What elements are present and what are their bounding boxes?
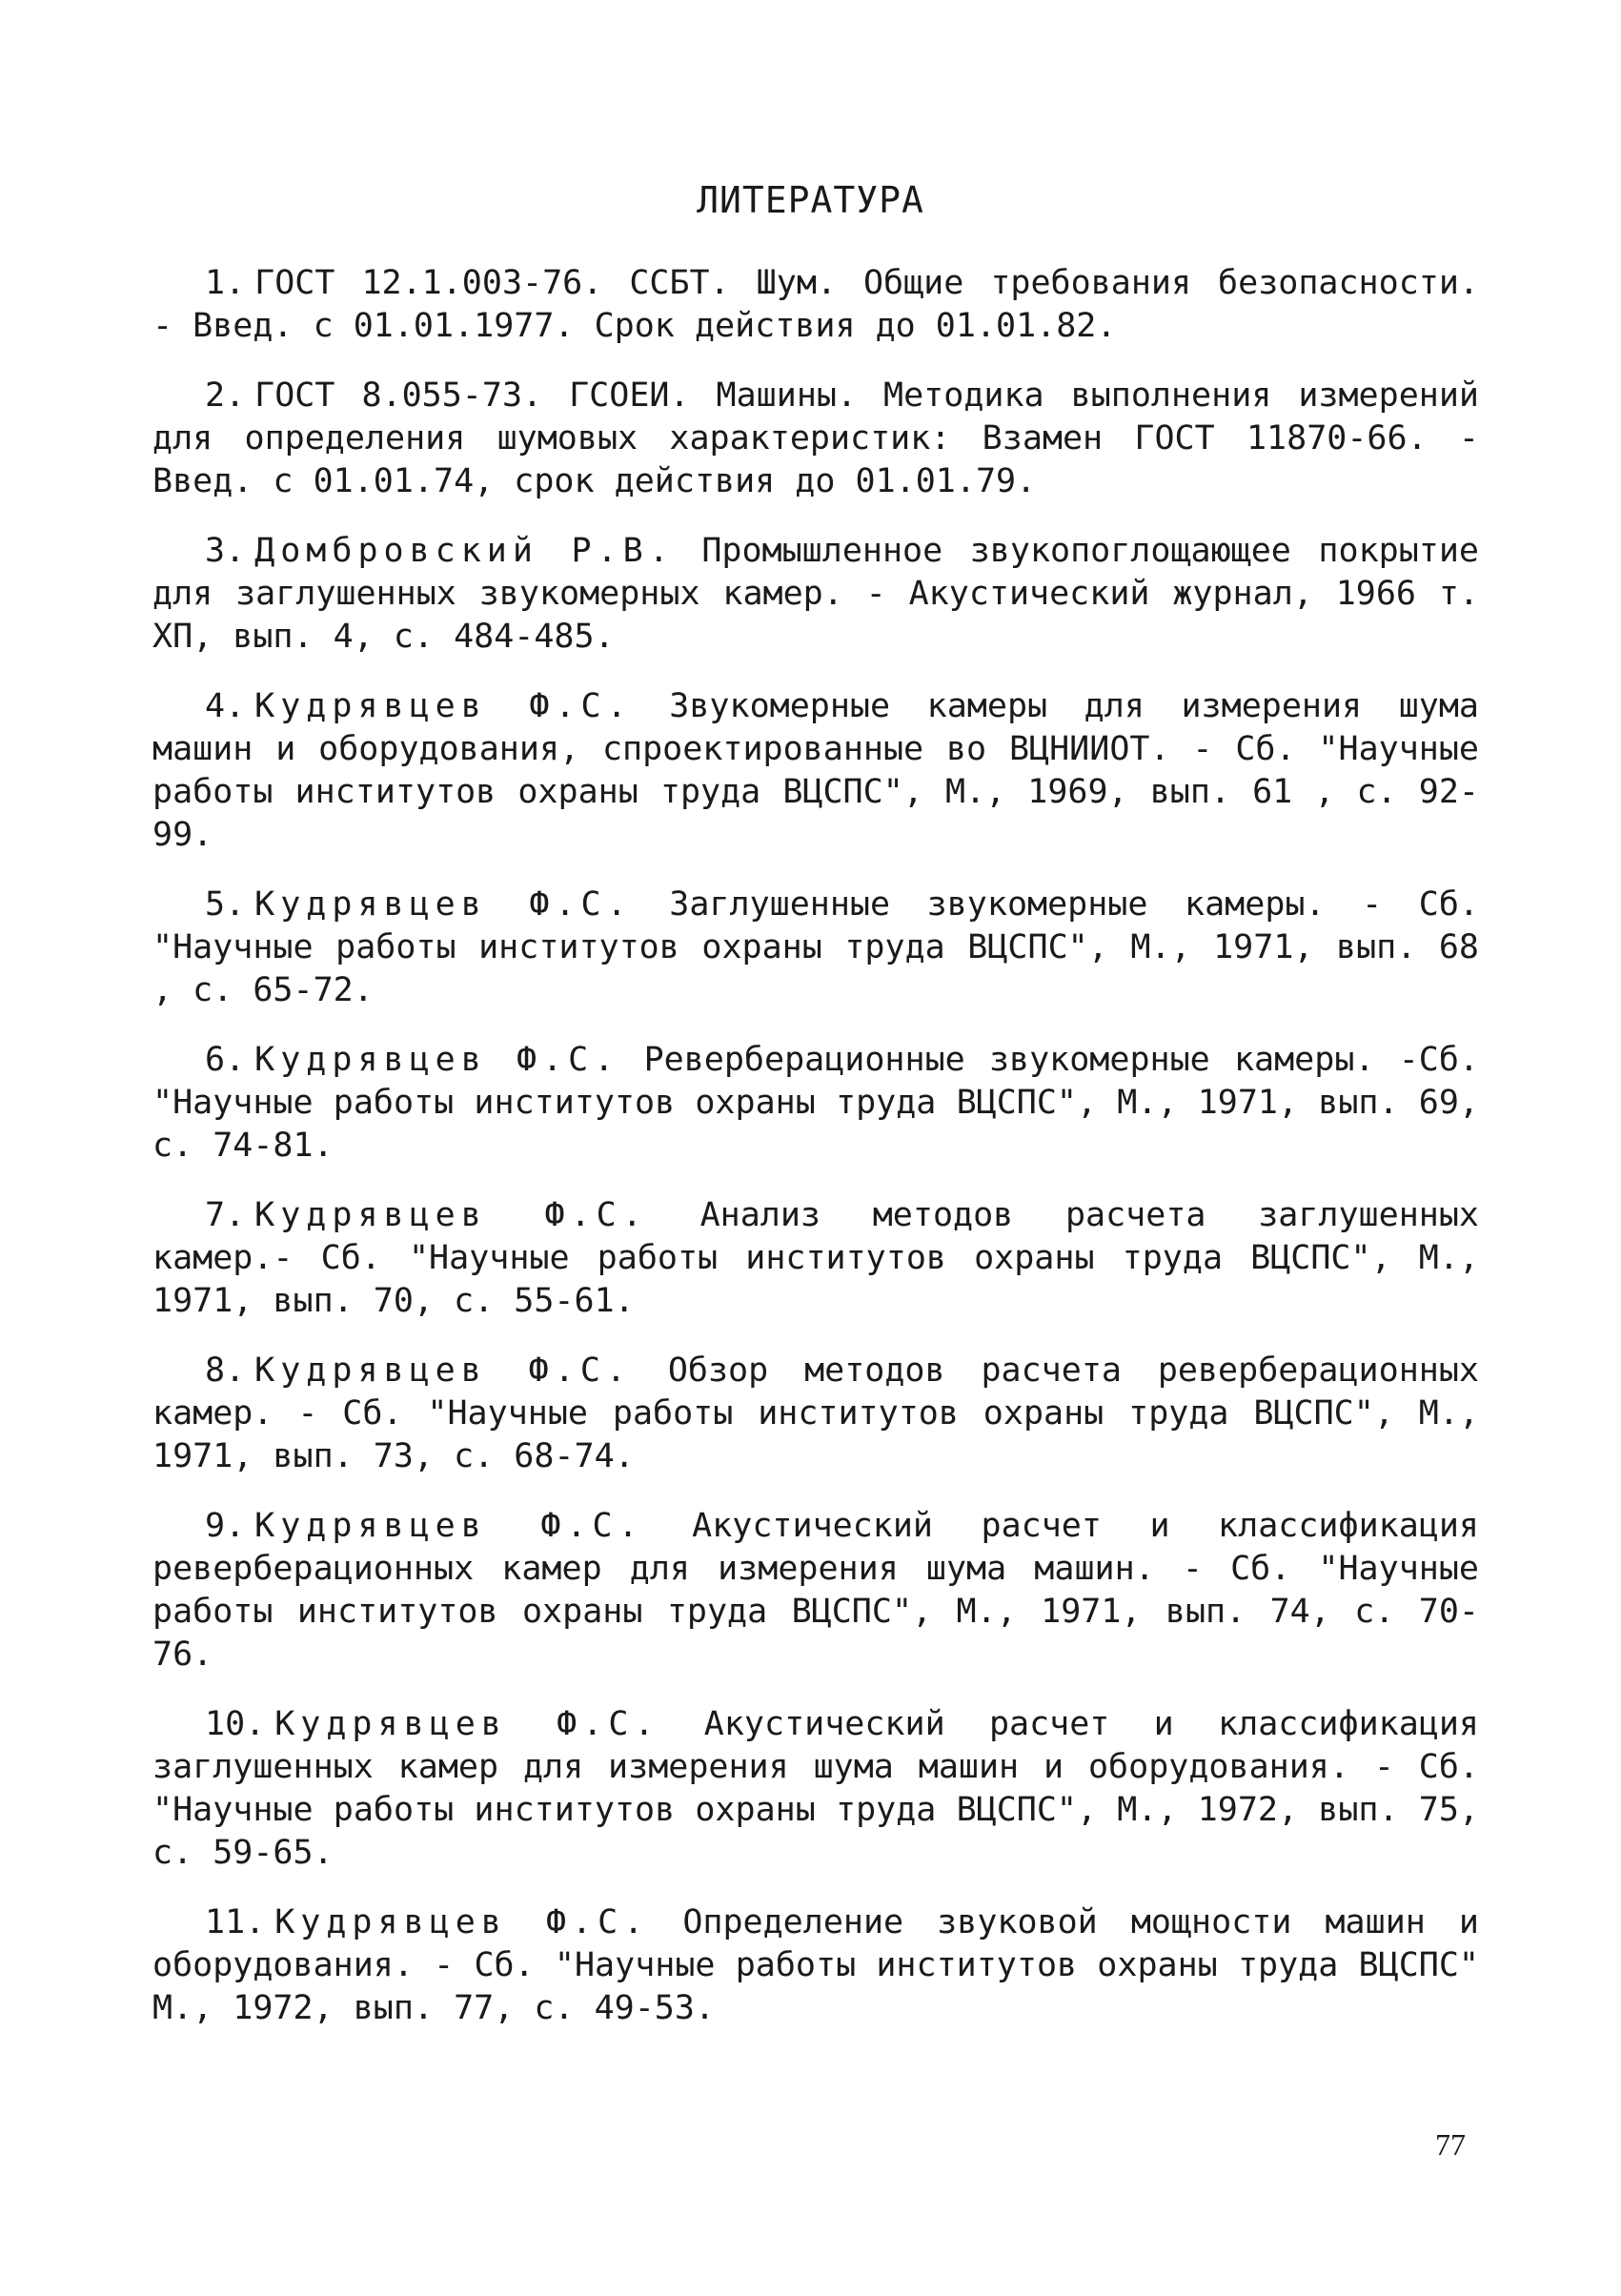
reference-author: Домбровский Р.В. — [254, 532, 675, 570]
reference-text: Обзор методов расчета реверберационных камер. - Сб. "Научные работы институтов охраны труда ВЦСПС", М., 1971, вып. 73, с. 68-74. — [152, 1351, 1479, 1475]
reference-item — [152, 530, 1479, 659]
reference-author: Кудрявцев Ф.С. — [254, 1196, 648, 1234]
reference-author: Кудрявцев Ф.С. — [254, 885, 633, 924]
reference-number: 8. — [205, 1351, 246, 1390]
reference-author: Кудрявцев Ф.С. — [274, 1903, 650, 1941]
reference-item — [152, 685, 1479, 857]
reference-number: 9. — [205, 1507, 246, 1545]
reference-text: Определение звуковой мощности машин и оборудования. - Сб. "Научные работы институтов охраны труда ВЦСПС" М., 1972, вып. 77, с. 49-53. — [152, 1903, 1479, 2027]
reference-item — [152, 884, 1479, 1012]
reference-number: 4. — [205, 687, 246, 725]
reference-number: 5. — [205, 885, 246, 924]
reference-item — [152, 1703, 1479, 1875]
reference-author: Кудрявцев Ф.С. — [254, 1507, 644, 1545]
reference-text: Промышленное звукопоглощающее покрытие для заглушенных звукомерных камер. - Акустический журнал, 1966 т. ХП, вып. 4, с. 484-485. — [152, 532, 1479, 656]
reference-author: Кудрявцев Ф.С. — [254, 1041, 620, 1079]
reference-item — [152, 1350, 1479, 1478]
reference-number: 1. — [205, 264, 246, 302]
reference-number: 10. — [205, 1705, 266, 1743]
reference-author: Кудрявцев Ф.С. — [254, 1351, 632, 1390]
reference-item — [152, 1505, 1479, 1676]
reference-item — [152, 375, 1479, 503]
reference-number: 6. — [205, 1041, 246, 1079]
reference-text: Звукомерные камеры для измерения шума машин и оборудования, спроектированные во ВЦНИИОТ. - Сб. "Научные работы институтов охраны труда ВЦСПС", М., 1969, вып. 61 , с. 92-99. — [152, 687, 1479, 854]
reference-number: 3. — [205, 532, 246, 570]
reference-number: 11. — [205, 1903, 266, 1941]
reference-text: Акустический расчет и классификация реверберационных камер для измерения шума машин. - Сб. "Научные работы институтов охраны труда ВЦСПС", М., 1971, вып. 74, с. 70-76. — [152, 1507, 1479, 1674]
reference-item — [152, 1039, 1479, 1168]
reference-text: ГОСТ 12.1.003-76. ССБТ. Шум. Общие требования безопасности. - Введ. с 01.01.1977. Срок действия до 01.01.82. — [152, 264, 1479, 345]
reference-author: Кудрявцев Ф.С. — [254, 687, 633, 725]
reference-text: Акустический расчет и классификация заглушенных камер для измерения шума машин и оборудования. - Сб. "Научные работы институтов охраны труда ВЦСПС", М., 1972, вып. 75, с. 59-65. — [152, 1705, 1479, 1872]
page-number: 77 — [1435, 2127, 1466, 2162]
reference-number: 2. — [205, 376, 246, 415]
reference-number: 7. — [205, 1196, 246, 1234]
reference-text: Анализ методов расчета заглушенных камер.- Сб. "Научные работы институтов охраны труда ВЦСПС", М., 1971, вып. 70, с. 55-61. — [152, 1196, 1479, 1320]
reference-text: ГОСТ 8.055-73. ГСОЕИ. Машины. Методика выполнения измерений для определения шумовых характеристик: Взамен ГОСТ 11870-66. - Введ. с 01.01.74, срок действия до 01.01.79. — [152, 376, 1479, 500]
reference-text: Реверберационные звукомерные камеры. -Сб. "Научные работы институтов охраны труда ВЦСПС", М., 1971, вып. 69, с. 74-81. — [152, 1041, 1479, 1165]
page-title: ЛИТЕРАТУРА — [697, 179, 924, 221]
reference-item — [152, 1194, 1479, 1323]
reference-item — [152, 262, 1479, 348]
reference-text: Заглушенные звукомерные камеры. - Сб. "Научные работы институтов охраны труда ВЦСПС", М., 1971, вып. 68 , с. 65-72. — [152, 885, 1479, 1009]
reference-item — [152, 1901, 1479, 2030]
reference-list — [152, 262, 1479, 2057]
reference-author: Кудрявцев Ф.С. — [274, 1705, 660, 1743]
